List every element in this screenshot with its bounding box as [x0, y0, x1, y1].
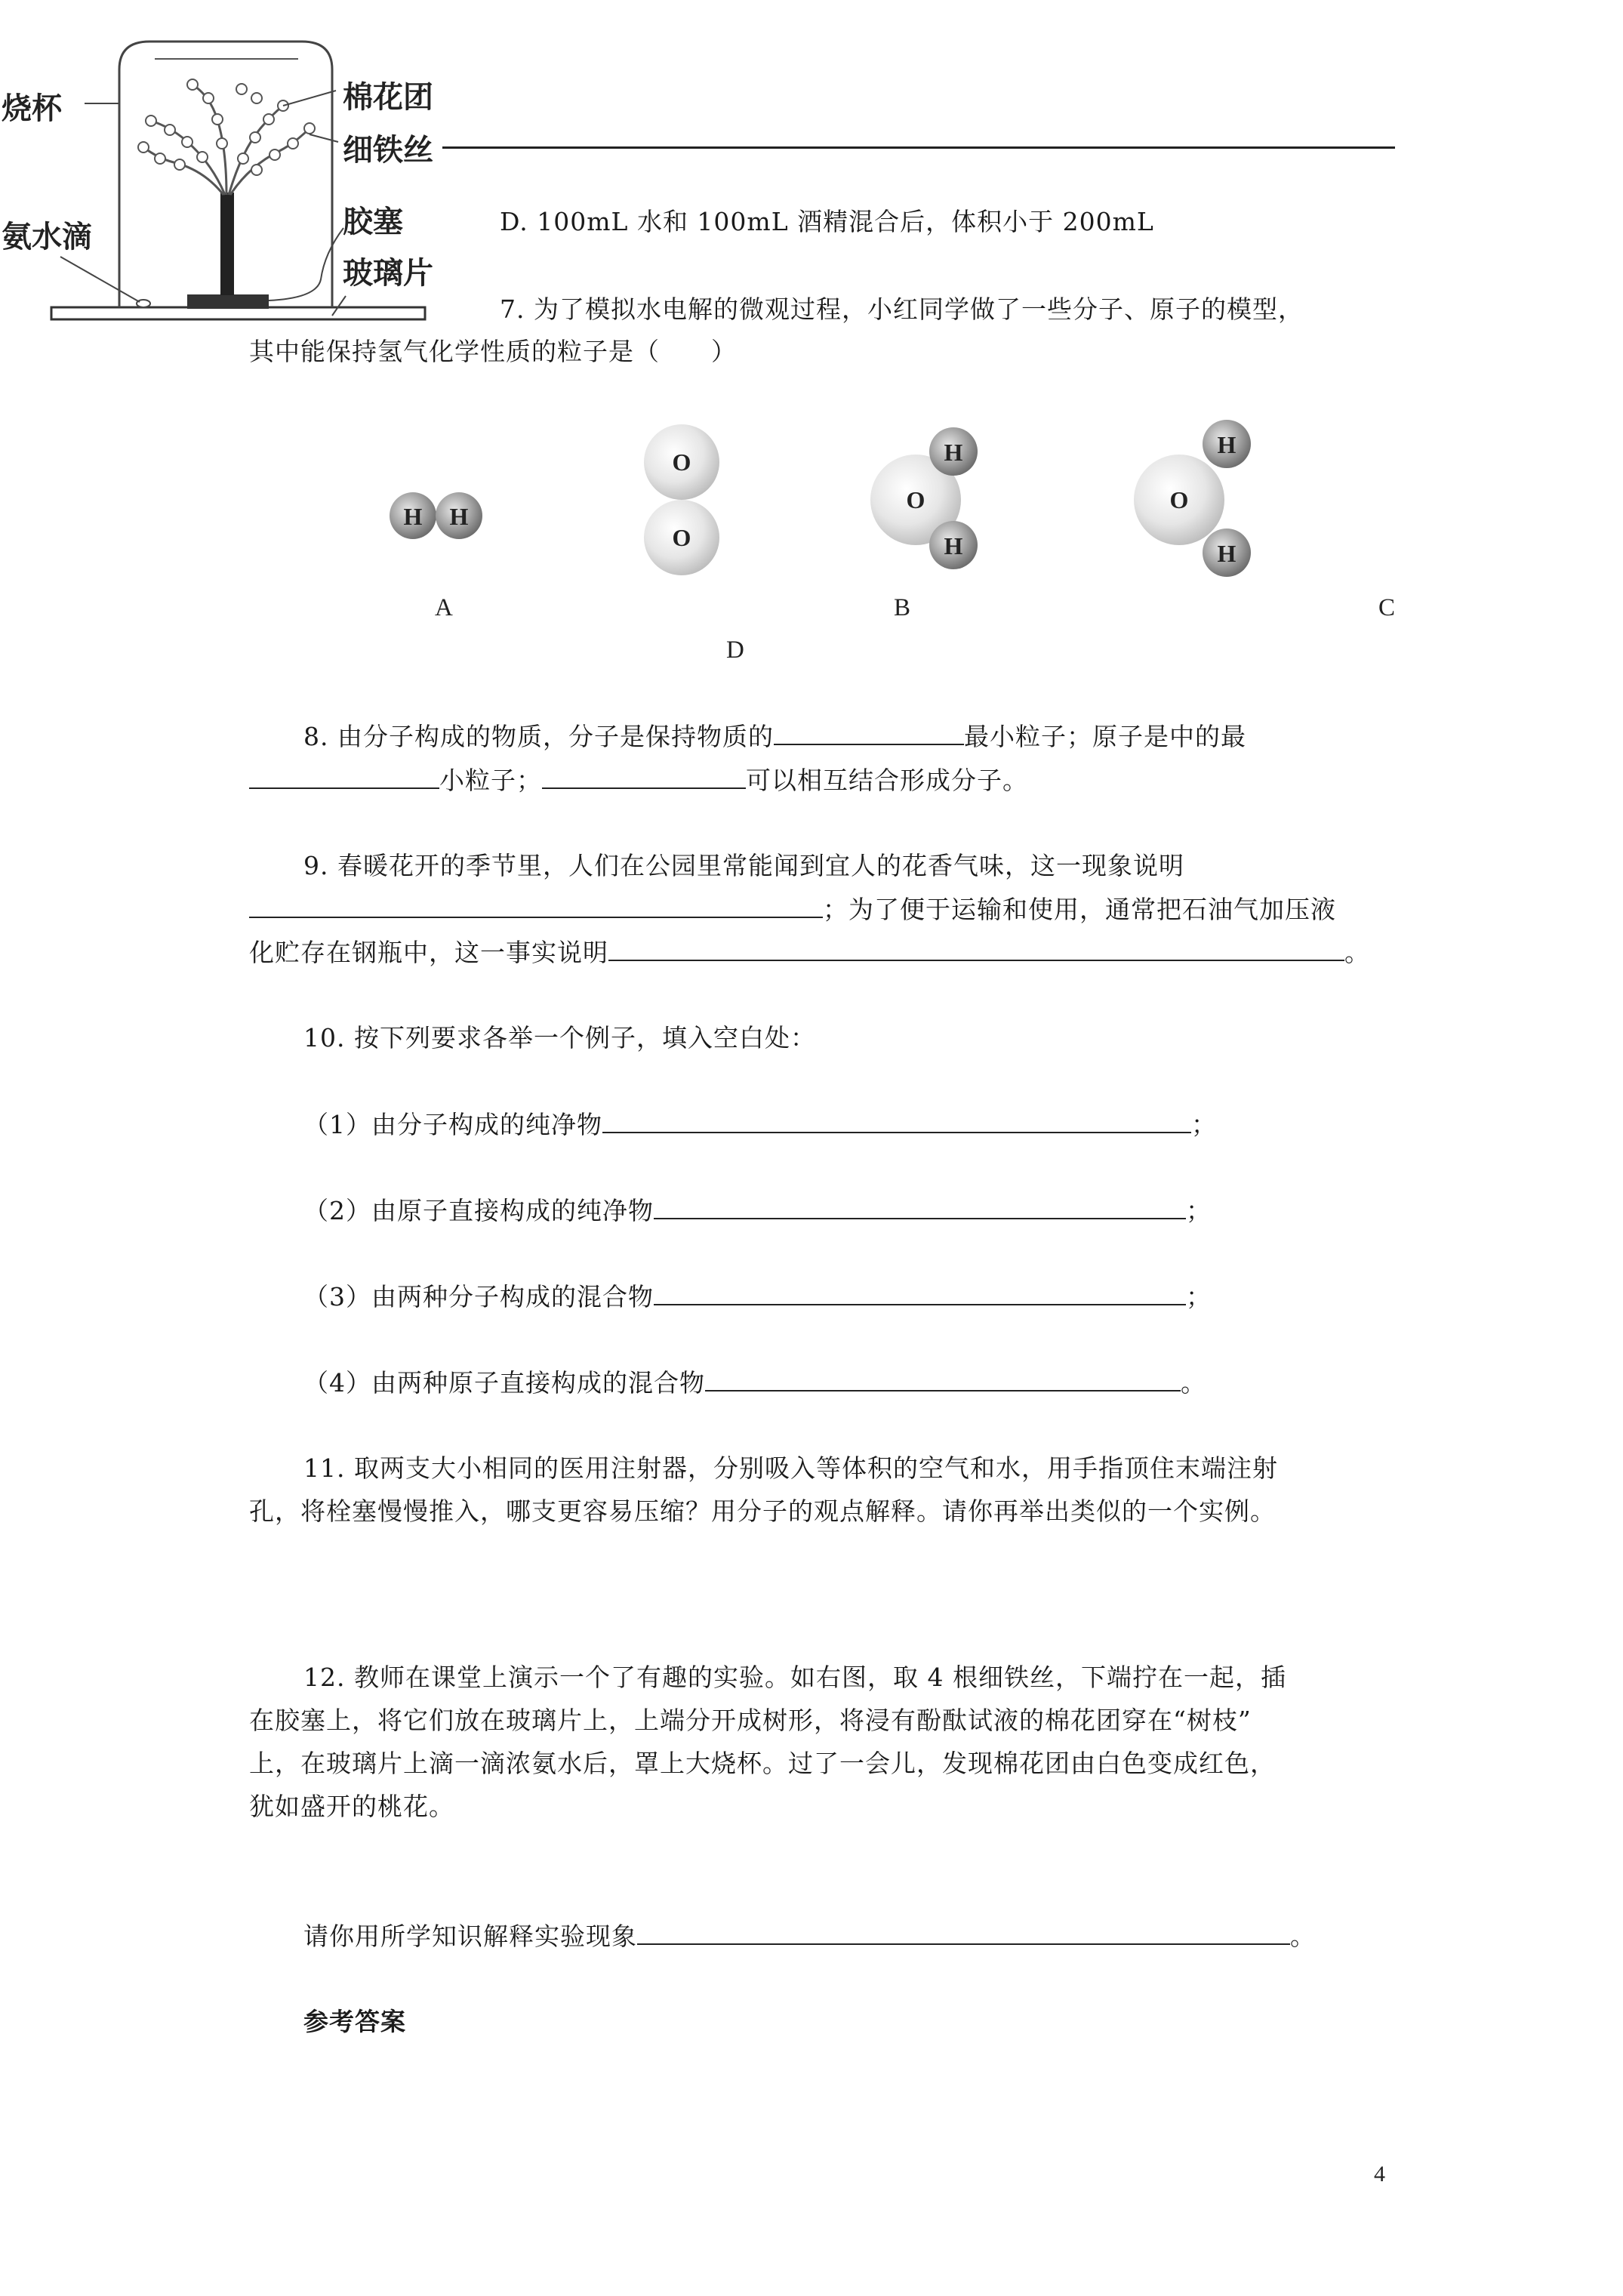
figure-label-wire: 细铁丝 [343, 134, 433, 167]
q12-blank[interactable] [637, 1921, 1290, 1945]
molecule-d-separated [1134, 420, 1251, 577]
answer-heading: 参考答案 [303, 2007, 406, 2036]
svg-text:H: H [1217, 540, 1236, 567]
q11-line-2: 孔，将栓塞慢慢推入，哪支更容易压缩？用分子的观点解释。请你再举出类似的一个实例。 [249, 1496, 1276, 1526]
q10-intro: 10. 按下列要求各举一个例子，填入空白处： [303, 1023, 816, 1052]
q9-line-1: 9. 春暖花开的季节里，人们在公园里常能闻到宜人的花香气味，这一现象说明 [303, 851, 1184, 880]
q9-blank-2[interactable] [608, 937, 1344, 961]
svg-text:H: H [944, 439, 963, 466]
molecule-b-o2 [644, 424, 719, 575]
q10-item-1: （1）由分子构成的纯净物 ； [303, 1110, 1217, 1139]
figure-label-beaker: 烧杯 [2, 92, 62, 125]
svg-text:H: H [403, 503, 423, 530]
q7-line-2: 其中能保持氢气化学性质的粒子是（ ） [249, 337, 737, 366]
figure-label-ammonia: 氨水滴 [2, 220, 92, 254]
separator-line [442, 146, 1395, 149]
svg-text:O: O [1169, 486, 1189, 513]
q8-blank-1[interactable] [774, 721, 964, 745]
figure-label-glass: 玻璃片 [343, 257, 433, 290]
q10-item-3: （3）由两种分子构成的混合物 ； [303, 1282, 1212, 1311]
option-label-a: A [435, 594, 453, 621]
molecule-a-h2 [390, 492, 482, 539]
molecule-c-h2o [870, 427, 978, 569]
q10-blank-3[interactable] [654, 1281, 1186, 1305]
figure-label-stopper: 胶塞 [343, 205, 403, 239]
molecule-models [0, 408, 1623, 596]
q11-line-1: 11. 取两支大小相同的医用注射器，分别吸入等体积的空气和水，用手指顶住末端注射 [303, 1453, 1278, 1483]
q9-blank-1[interactable] [249, 894, 823, 918]
figure-label-cotton: 棉花团 [343, 81, 433, 114]
q8-blank-3[interactable] [542, 765, 746, 789]
q7-line-1: 7. 为了模拟水电解的微观过程，小红同学做了一些分子、原子的模型， [500, 294, 1304, 324]
q10-blank-4[interactable] [705, 1367, 1181, 1391]
option-label-b: B [894, 594, 911, 621]
q10-blank-2[interactable] [654, 1195, 1186, 1219]
svg-text:O: O [672, 524, 691, 551]
svg-text:H: H [944, 532, 963, 559]
q9-line-2: ；为了便于运输和使用，通常把石油气加压液 [249, 894, 1336, 925]
glass-plate [51, 307, 425, 319]
q6-option-d: D. 100mL 水和 100mL 酒精混合后，体积小于 200mL [500, 207, 1154, 236]
svg-text:H: H [449, 503, 469, 530]
q10-blank-1[interactable] [602, 1109, 1191, 1133]
option-label-d: D [726, 636, 744, 664]
cotton-balls [138, 79, 315, 175]
q12-line-3: 上，在玻璃片上滴一滴浓氨水后，罩上大烧杯。过了一会儿，发现棉花团由白色变成红色， [249, 1749, 1276, 1778]
rubber-stopper [187, 294, 269, 309]
q12-line-2: 在胶塞上，将它们放在玻璃片上，上端分开成树形，将浸有酚酞试液的棉花团穿在“树枝” [249, 1706, 1252, 1735]
q12-line-4: 犹如盛开的桃花。 [249, 1792, 454, 1821]
q12-ask: 请你用所学知识解释实验现象 。 [303, 1922, 1316, 1951]
q10-item-4: （4）由两种原子直接构成的混合物 。 [303, 1368, 1206, 1398]
option-label-c: C [1378, 594, 1396, 621]
q8-blank-2[interactable] [249, 765, 439, 789]
q9-line-3: 化贮存在钢瓶中，这一事实说明 。 [249, 938, 1370, 967]
svg-text:H: H [1217, 431, 1236, 458]
q12-line-1: 12. 教师在课堂上演示一个了有趣的实验。如右图，取 4 根细铁丝，下端拧在一起，插 [303, 1663, 1286, 1692]
q8-line-1: 8. 由分子构成的物质，分子是保持物质的 最小粒子；原子是中的最 [303, 722, 1246, 751]
q10-item-2: （2）由原子直接构成的纯净物 ； [303, 1196, 1212, 1225]
svg-text:O: O [672, 448, 691, 476]
svg-text:O: O [906, 486, 925, 513]
wire-trunk [220, 193, 234, 295]
q8-line-2: 小粒子； 可以相互结合形成分子。 [249, 765, 1028, 796]
page-number: 4 [1374, 2162, 1385, 2187]
